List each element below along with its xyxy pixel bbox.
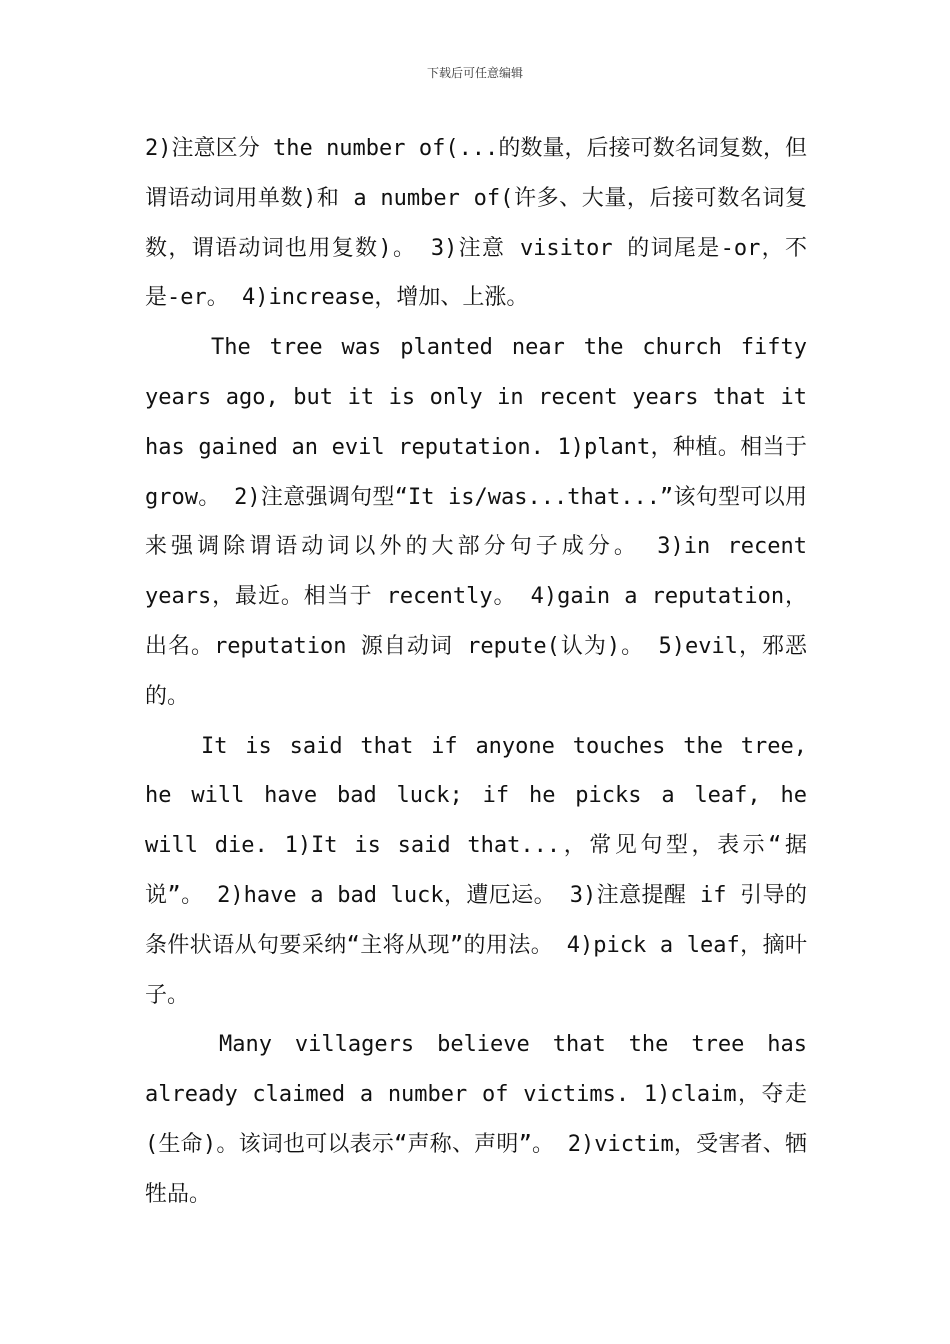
paragraph-it-is-said: It is said that if anyone touches the tree, he will have bad luck; if he picks a leaf, he will die. 1)It is said that...，常见句型，表示“据说”。 2)have a bad luck，遭厄运。 3)注意提醒 if 引导的条件状语从句要采纳“主将从现”的用法。 4)pick a leaf，摘叶子。	[145, 733, 807, 1008]
document-body	[145, 124, 807, 1220]
paragraph-notes-number-of: 2)注意区分 the number of(...的数量，后接可数名词复数，但谓语动词用单数)和 a number of(许多、大量，后接可数名词复数，谓语动词也用复数)。 3)注意 visitor 的词尾是-or，不是-er。 4)increase，增加、上涨。	[145, 136, 807, 311]
paragraph-villagers-believe: Many villagers believe that the tree has already claimed a number of victims. 1)claim，夺走(生命)。该词也可以表示“声称、声明”。 2)victim，受害者、牺牲品。	[145, 1032, 807, 1207]
paragraph-tree-planted: The tree was planted near the church fifty years ago, but it is only in recent years that it has gained an evil reputation. 1)plant，种植。相当于 grow。 2)注意强调句型“It is/was...that...”该句型可以用来强调除谓语动词以外的大部分句子成分。 3)in recent years，最近。相当于 recently。 4)gain a reputation，出名。reputation 源自动词 repute(认为)。 5)evil，邪恶的。	[145, 335, 807, 709]
page-header: 下载后可任意编辑	[426, 66, 523, 80]
